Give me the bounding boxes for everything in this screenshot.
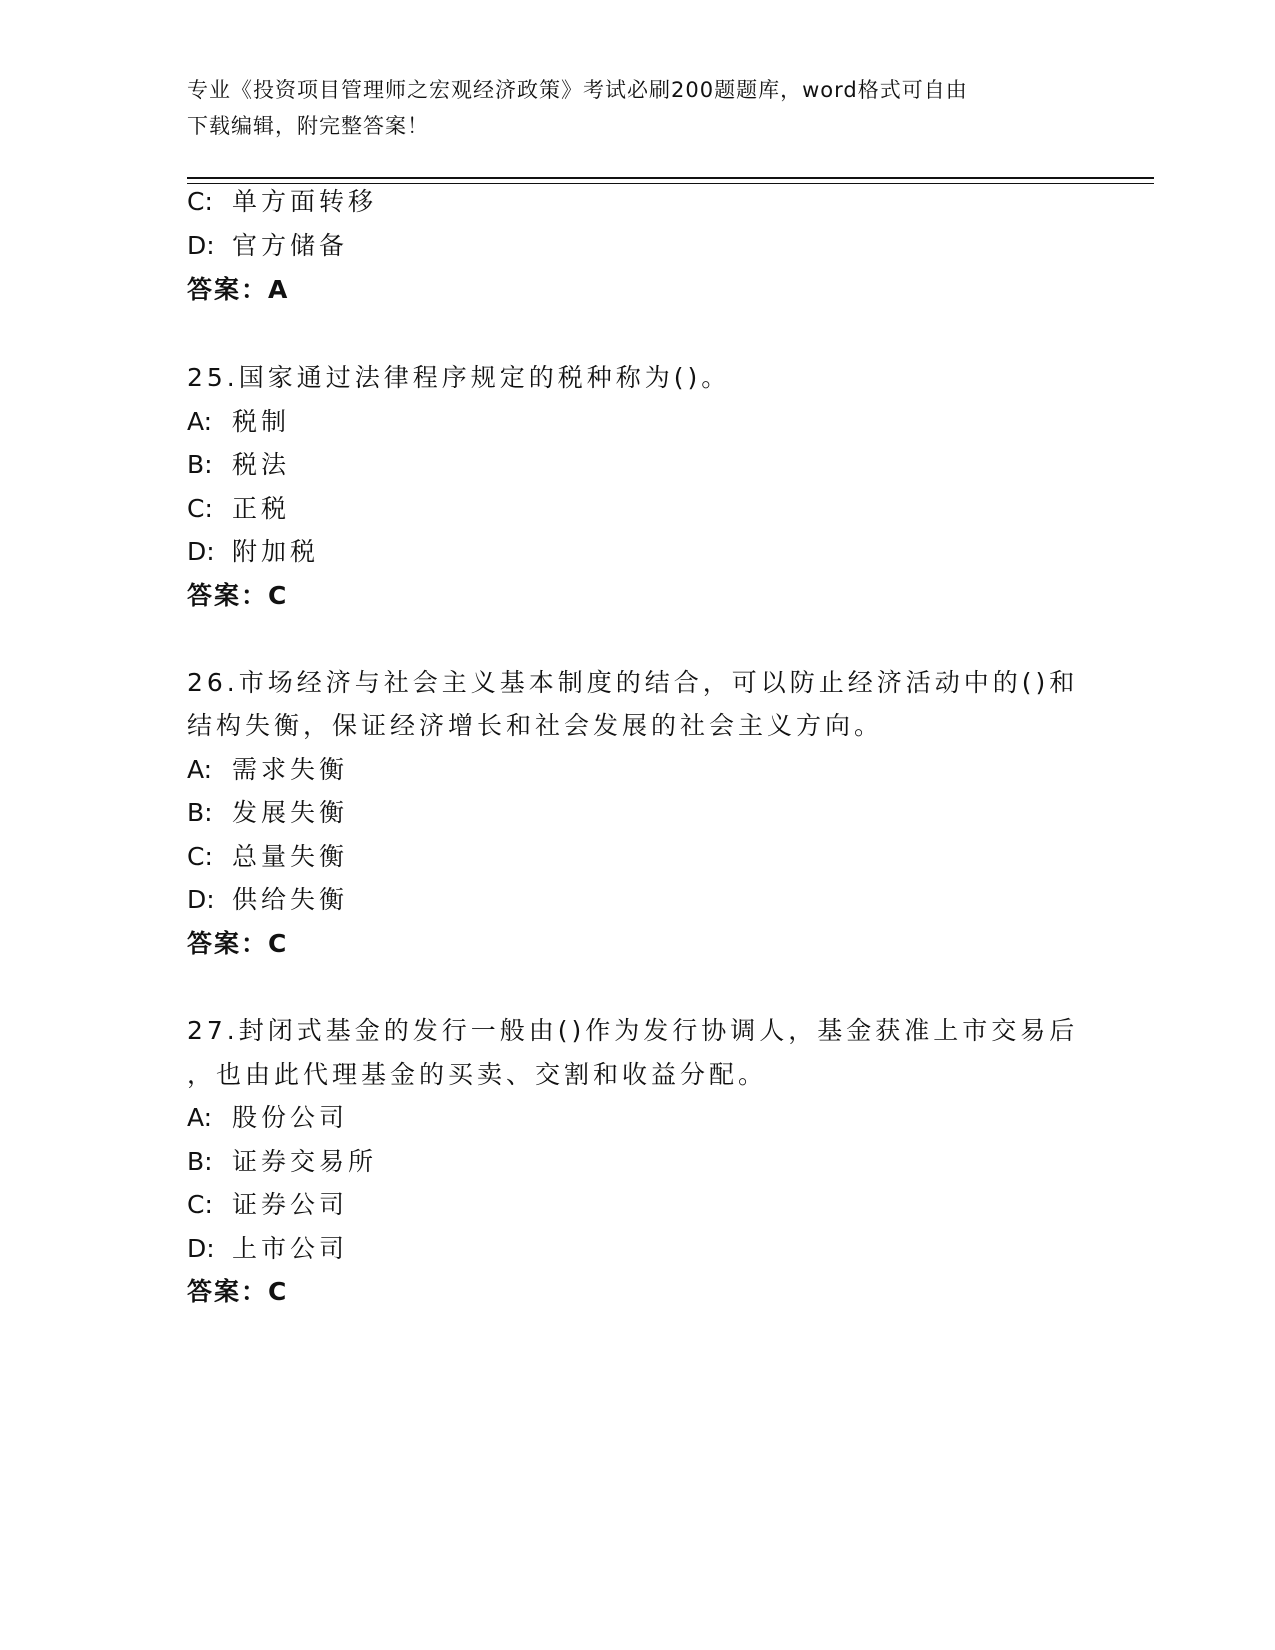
- answer-line: 答案：C: [187, 581, 289, 610]
- option-row: [187, 186, 377, 218]
- option-label: D:: [187, 1234, 215, 1263]
- option-label: C:: [187, 187, 213, 216]
- question-stem: 25.国家通过法律程序规定的税种称为()。: [187, 363, 731, 392]
- answer-line: 答案：A: [187, 275, 290, 304]
- option-label: D:: [187, 885, 215, 914]
- option-label: D:: [187, 231, 215, 260]
- option-text: 官方储备: [232, 231, 349, 260]
- option-row: [187, 797, 348, 829]
- header-line-2: 下载编辑，附完整答案！: [187, 114, 429, 138]
- document-header: [187, 72, 1087, 144]
- option-label: C:: [187, 1190, 213, 1219]
- question-stem: 26.市场经济与社会主义基本制度的结合，可以防止经济活动中的()和: [187, 668, 1079, 697]
- option-text: 税制: [232, 407, 291, 436]
- header-divider-thick: [187, 177, 1154, 179]
- answer-line: 答案：C: [187, 929, 289, 958]
- option-row: [187, 841, 348, 873]
- option-label: A:: [187, 407, 213, 436]
- option-text: 股份公司: [232, 1103, 349, 1132]
- option-row: [187, 884, 348, 916]
- option-text: 证券公司: [232, 1190, 349, 1219]
- option-text: 上市公司: [232, 1234, 349, 1263]
- option-text: 供给失衡: [232, 885, 349, 914]
- option-row: [187, 449, 290, 481]
- option-text: 正税: [232, 494, 291, 523]
- option-row: [187, 1189, 348, 1221]
- option-text: 税法: [232, 450, 291, 479]
- option-label: A:: [187, 1103, 213, 1132]
- option-label: B:: [187, 798, 213, 827]
- answer-line: 答案：C: [187, 1277, 289, 1306]
- option-text: 需求失衡: [232, 755, 349, 784]
- question-stem-continued: 结构失衡，保证经济增长和社会发展的社会主义方向。: [187, 711, 884, 740]
- option-row: [187, 493, 290, 525]
- option-row: [187, 1102, 348, 1134]
- option-label: A:: [187, 755, 213, 784]
- option-label: C:: [187, 494, 213, 523]
- option-label: B:: [187, 450, 213, 479]
- option-text: 单方面转移: [232, 187, 378, 216]
- question-stem: 27.封闭式基金的发行一般由()作为发行协调人，基金获准上市交易后: [187, 1016, 1079, 1045]
- option-text: 附加税: [232, 537, 320, 566]
- option-text: 总量失衡: [232, 842, 349, 871]
- option-row: [187, 230, 348, 262]
- option-label: C:: [187, 842, 213, 871]
- option-label: B:: [187, 1147, 213, 1176]
- option-row: [187, 536, 319, 568]
- option-row: [187, 754, 348, 786]
- option-text: 发展失衡: [232, 798, 349, 827]
- question-stem-continued: ，也由此代理基金的买卖、交割和收益分配。: [187, 1060, 768, 1089]
- option-label: D:: [187, 537, 215, 566]
- option-row: [187, 1146, 377, 1178]
- option-text: 证券交易所: [232, 1147, 378, 1176]
- option-row: [187, 1233, 348, 1265]
- header-divider-thin: [187, 183, 1154, 184]
- option-row: [187, 406, 290, 438]
- header-line-1: 专业《投资项目管理师之宏观经济政策》考试必刷200题题库，word格式可自由: [187, 78, 968, 102]
